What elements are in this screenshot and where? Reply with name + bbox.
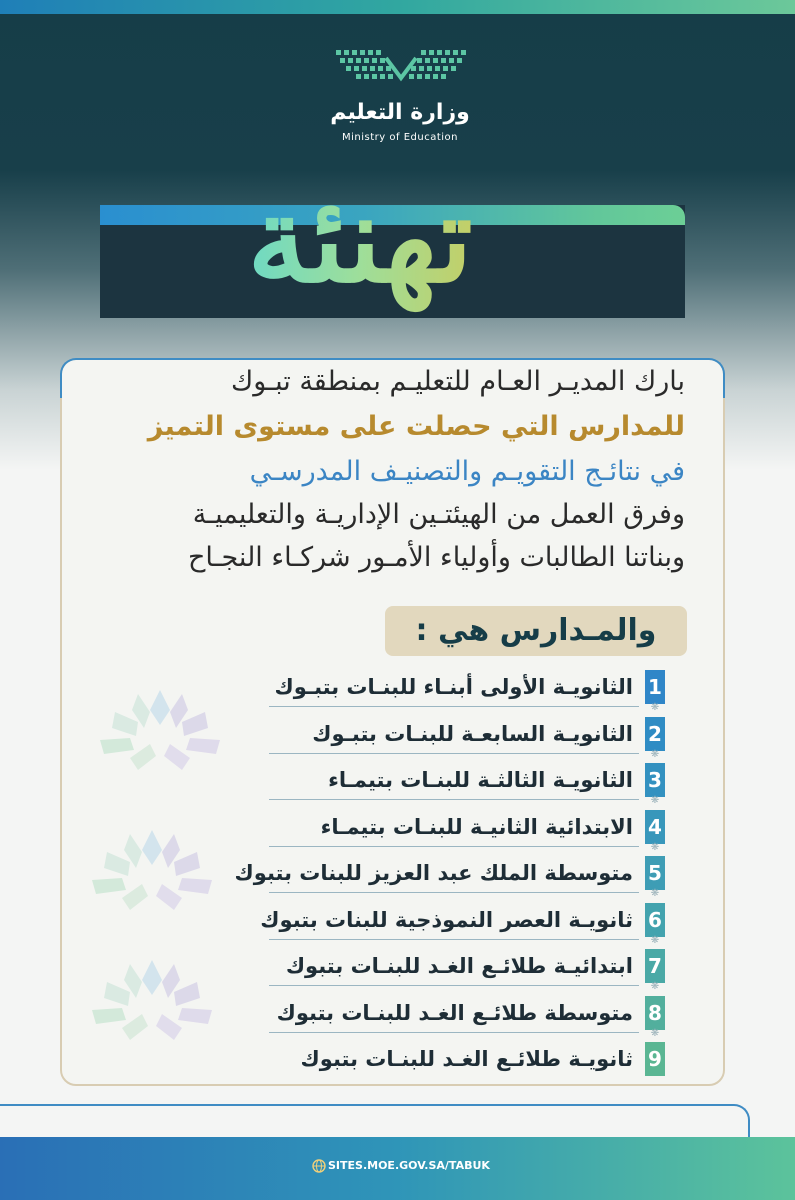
item-number: 5 — [645, 856, 665, 890]
item-number: 3 — [645, 763, 665, 797]
item-number: 9 — [645, 1042, 665, 1076]
intro-line-2: للمدارس التي حصلت على مستوى التميز — [147, 411, 685, 442]
schools-header: والمـدارس هي : — [385, 606, 687, 656]
website-url[interactable]: SITES.MOE.GOV.SA/TABUK — [328, 1159, 490, 1172]
list-item — [245, 810, 665, 857]
list-item — [245, 717, 665, 764]
flourish-icon: ❋ — [650, 702, 660, 713]
schools-list — [234, 670, 665, 1089]
flourish-icon: ❋ — [650, 748, 660, 760]
intro-line-5: وبناتنا الطالبات وأولياء الأمـور شركـاء النجـاح — [187, 542, 685, 573]
intro-line-1: بارك المديـر العـام للتعليـم بمنطقة تبـوك — [230, 366, 685, 397]
item-number: 4 — [645, 810, 665, 844]
school-name: الثانويـة السابعـة للبنـات بتبـوك — [312, 721, 633, 746]
ministry-name-arabic: وزارة التعليم — [330, 100, 470, 125]
decorative-flower-icon — [82, 820, 222, 920]
item-number: 1 — [645, 670, 665, 704]
list-item — [245, 949, 665, 996]
school-name: متوسطة طلائـع الغـد للبنـات بتبوك — [276, 1000, 633, 1025]
school-name: ثانويـة العصر النموذجية للبنات بتبوك — [260, 907, 633, 932]
school-name: ابتدائيـة طلائـع الغـد للبنـات بتبوك — [285, 954, 633, 978]
congratulations-title: تهنئة — [150, 150, 570, 330]
item-divider — [269, 846, 639, 847]
item-number: 2 — [645, 717, 665, 751]
school-name: الابتدائية الثانيـة للبنـات بتيمـاء — [320, 814, 633, 839]
school-name: متوسطة الملك عبد العزيز للبنات بتبوك — [234, 861, 633, 885]
list-item — [234, 856, 665, 903]
flourish-icon: ❋ — [650, 888, 660, 899]
ministry-name-english: Ministry of Education — [342, 132, 458, 143]
flourish-icon: ❋ — [650, 934, 660, 946]
website-link[interactable] — [310, 1156, 510, 1176]
item-divider — [269, 753, 639, 754]
item-divider — [269, 706, 639, 707]
intro-line-4: وفرق العمل من الهيئتـين الإداريـة والتعليميـة — [192, 499, 685, 530]
item-divider — [269, 799, 639, 800]
flourish-icon: ❋ — [650, 981, 660, 992]
item-divider — [269, 892, 639, 893]
intro-line-3: في نتائـج التقويـم والتصنيـف المدرسـي — [249, 456, 685, 487]
item-divider — [269, 1032, 639, 1033]
school-name: ثانويـة طلائـع الغـد للبنـات بتبوك — [300, 1047, 633, 1071]
flourish-icon: ❋ — [650, 841, 660, 853]
decorative-flower-icon — [82, 950, 222, 1050]
item-number: 6 — [645, 903, 665, 937]
ministry-logo-icon — [326, 44, 476, 94]
list-item — [245, 996, 665, 1043]
list-item — [245, 1042, 665, 1089]
school-name: الثانويـة الثالثـة للبنـات بتيمـاء — [328, 768, 633, 792]
ministry-logo — [320, 40, 480, 150]
school-name: الثانويـة الأولى أبنـاء للبنـات بتبـوك — [274, 675, 633, 699]
list-item — [245, 903, 665, 950]
flourish-icon: ❋ — [650, 1027, 660, 1039]
flourish-icon: ❋ — [650, 795, 660, 806]
list-item — [245, 763, 665, 810]
item-number: 8 — [645, 996, 665, 1030]
decorative-flower-icon — [90, 680, 230, 780]
item-number: 7 — [645, 949, 665, 983]
top-gradient-strip — [0, 0, 795, 14]
item-divider — [269, 939, 639, 940]
item-divider — [269, 985, 639, 986]
list-item — [245, 670, 665, 717]
